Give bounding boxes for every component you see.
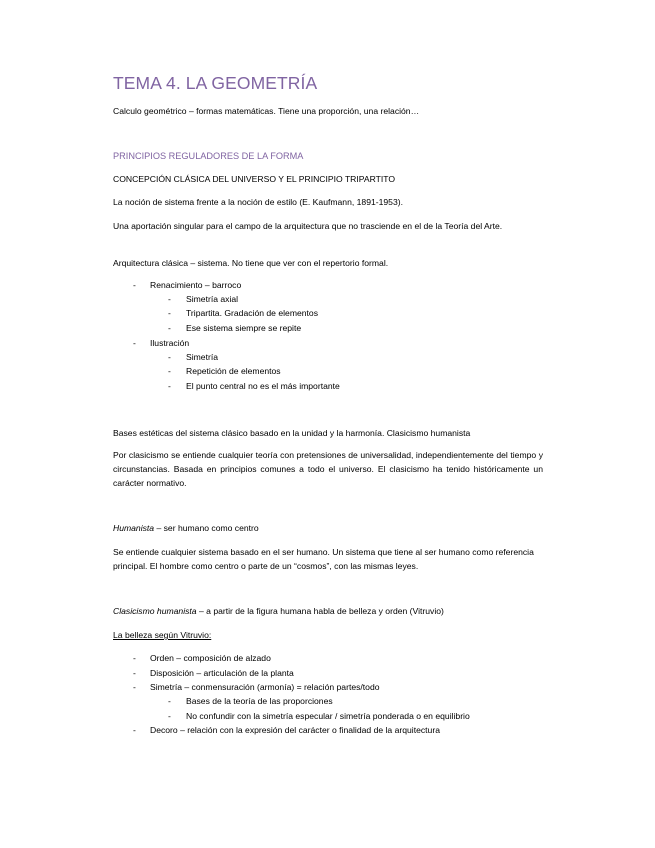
list-dash: - xyxy=(168,381,171,391)
list-dash: - xyxy=(133,682,136,692)
list-item-disposicion: Disposición – articulación de la planta xyxy=(150,668,294,678)
list-dash: - xyxy=(168,711,171,721)
intro-paragraph: Calculo geométrico – formas matemáticas. Tiene una proporción, una relación… xyxy=(113,106,420,116)
list-subitem: Tripartita. Gradación de elementos xyxy=(186,308,318,318)
list-dash: - xyxy=(168,308,171,318)
list-subitem: Simetría xyxy=(186,352,218,362)
list-subitem: No confundir con la simetría especular / simetría ponderada o en equilibrio xyxy=(186,711,470,721)
humanista-line xyxy=(113,521,543,535)
list-item-simetria: Simetría – conmensuración (armonía) = relación partes/todo xyxy=(150,682,380,692)
paragraph-aportacion: Una aportación singular para el campo de la arquitectura que no trasciende en el de la Teoría del Arte. xyxy=(113,221,503,231)
list-subitem: Bases de la teoría de las proporciones xyxy=(186,696,333,706)
clasicismo-humanista-line xyxy=(113,604,543,618)
list-dash: - xyxy=(133,653,136,663)
list-item-decoro: Decoro – relación con la expresión del carácter o finalidad de la arquitectura xyxy=(150,725,440,735)
paragraph-sistema-estilo: La noción de sistema frente a la noción de estilo (E. Kaufmann, 1891-1953). xyxy=(113,197,403,207)
list-item-orden: Orden – composición de alzado xyxy=(150,653,271,663)
page-title: TEMA 4. LA GEOMETRÍA xyxy=(113,73,318,93)
clasicismo-definition: – a partir de la figura humana habla de belleza y orden (Vitruvio) xyxy=(196,606,444,616)
list-item-ilustracion: Ilustración xyxy=(150,338,190,348)
subheading-tripartito: CONCEPCIÓN CLÁSICA DEL UNIVERSO Y EL PRINCIPIO TRIPARTITO xyxy=(113,174,396,184)
list-subitem: Simetría axial xyxy=(186,294,239,304)
clasicismo-term: Clasicismo humanista xyxy=(113,606,197,616)
paragraph-clasicismo: Por clasicismo se entiende cualquier teoría con pretensiones de universalidad, independientemente del tiempo y circunstancias. Basada en principios comunes a todo el universo. El clasicismo ha tenido históricamente un carácter normativo. xyxy=(113,450,543,488)
list-dash: - xyxy=(133,280,136,290)
paragraph-ser-humano: Se entiende cualquier sistema basado en el ser humano. Un sistema que tiene al ser humano como referencia principal. El hombre como centro o parte de un “cosmos”, con las mismas leyes. xyxy=(113,547,534,571)
list-dash: - xyxy=(168,366,171,376)
list-dash: - xyxy=(168,696,171,706)
list-dash: - xyxy=(168,352,171,362)
list-subitem: Ese sistema siempre se repite xyxy=(186,323,302,333)
list-dash: - xyxy=(168,294,171,304)
list-dash: - xyxy=(133,338,136,348)
list-item-renacimiento: Renacimiento – barroco xyxy=(150,280,242,290)
list-dash: - xyxy=(168,323,171,333)
list-subitem: El punto central no es el más importante xyxy=(186,381,340,391)
list-subitem: Repetición de elementos xyxy=(186,366,281,376)
subheading-bases-esteticas: Bases estéticas del sistema clásico basado en la unidad y la harmonía. Clasicismo humanista xyxy=(113,428,471,438)
section-heading: PRINCIPIOS REGULADORES DE LA FORMA xyxy=(113,151,304,161)
list-dash: - xyxy=(133,725,136,735)
paragraph-arquitectura-clasica: Arquitectura clásica – sistema. No tiene que ver con el repertorio formal. xyxy=(113,258,389,268)
humanista-term: Humanista xyxy=(113,523,155,533)
list-dash: - xyxy=(133,668,136,678)
humanista-definition: – ser humano como centro xyxy=(154,523,259,533)
belleza-heading: La belleza según Vitruvio: xyxy=(113,630,212,640)
